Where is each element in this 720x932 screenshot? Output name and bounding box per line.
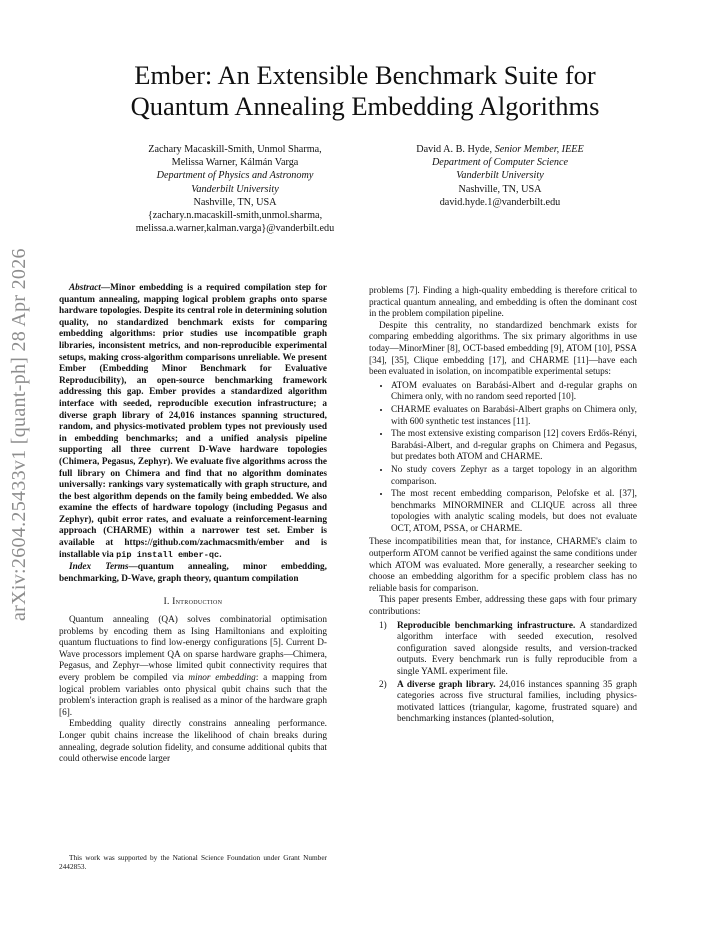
index-terms (59, 562, 327, 585)
author-names: Melissa Warner, Kálmán Varga (171, 157, 299, 169)
author-university: Vanderbilt University (456, 170, 544, 182)
intro-text: : a mapping from logical problem variables onto physical qubit chains such that the problem's interaction graph is realised as a minor of the hardware graph [6]. (59, 673, 327, 718)
bullet-item: • No study covers Zephyr as a target topology in an algorithm comparison. (391, 465, 637, 488)
abstract-label: Abstract (69, 283, 101, 293)
right-column (369, 286, 637, 727)
contribution-list (369, 621, 637, 726)
author-block-right (370, 143, 630, 209)
author-name-line (370, 143, 630, 156)
author-membership: Senior Member, IEEE (494, 144, 584, 155)
item-number: 1) (379, 620, 387, 631)
author-block-left (100, 143, 370, 235)
intro-text: Quantum annealing (QA) solves combinatorial optimisation problems by encoding them as Ising Hamiltonians and exploiting quantum fluctuations to find low-energy configurations [5]. Current D-Wave processors implement QA on sparse hardware graphs—Chimera, Pegasus, and Zephyr—whose limited qubit connectivity requires that every problem be compiled via (59, 615, 327, 683)
arxiv-identifier: arXiv:2604.25433v1 [quant-ph] 28 Apr 2026 (8, 248, 30, 621)
bullet-item: • ATOM evaluates on Barabási-Albert and d-regular graphs on Chimera only, with no random seed reported [10]. (391, 381, 637, 404)
bullet-item: • The most extensive existing comparison [12] covers Erdős-Rényi, Barabási-Albert, and d-regular graphs on Chimera and Pegasus, but predates both ATOM and CHARME. (391, 429, 637, 464)
author-email: david.hyde.1@vanderbilt.edu (439, 196, 561, 208)
paragraph: Despite this centrality, no standardized benchmark exists for comparing embedding algorithms. The six primary algorithms in use today—MinorMiner [8], OCT-based embedding [9], ATOM [10], PSSA [34], [35], Clique embedding [17], and CHARME [11]—have each been evaluated in isolation, on incompatible experimental setups: (369, 320, 637, 378)
author-city: Nashville, TN, USA (193, 196, 277, 208)
section-heading (59, 597, 327, 609)
contribution-text: A standardized algorithm interface with seeded execution, resolved configuration saved alongside results, and version-tracked outputs. Every benchmark run is fully reproducible from a single YAML experiment file. (397, 620, 638, 677)
abstract-text: —Minor embedding is a required compilation step for quantum annealing, mapping logical problem graphs onto sparse hardware topologies. Despite its central role in determining solution quality, no standardized benchmark exists for comparing embedding algorithms: prior studies use incompatible graph libraries, inconsistent metrics, and non-reproducible experimental setups, making cross-algorithm comparisons unreliable. We present Ember (Embedding Minor Benchmark for Evaluative Reproducibility), an open-source benchmarking framework addressing this gap. Ember provides a standardized algorithm interface with seeded, reproducible execution infrastructure; a diverse graph library of 24,016 instances spanning structured, random, and physics-motivated problem types not previously used in embedding benchmarks; and a unified analysis pipeline supporting all three current D-Wave hardware topologies (Chimera, Pegasus, Zephyr). We evaluate five algorithms across the full library on Chimera and find that no algorithm dominates universally: rankings vary systematically with graph structure, and the best algorithm depends on the family being embedded. We also examine the effects of hardware topology (including Pegasus and Zephyr), qubit error rates, and evaluate a reinforcement-learning approach (CHARME) within a narrower test set. Ember is available at https://github.com/zachmacsmith/ember and is installable via (59, 283, 327, 560)
section-number: I. (163, 597, 170, 608)
bullet-item: • CHARME evaluates on Barabási-Albert graphs on Chimera only, with 600 synthetic test instances [11]. (391, 405, 637, 428)
bullet-list (369, 381, 637, 536)
abstract (59, 283, 327, 561)
author-university: Vanderbilt University (191, 183, 279, 195)
contribution-item (379, 621, 637, 679)
paragraph: This paper presents Ember, addressing these gaps with four primary contributions: (369, 595, 637, 618)
author-name: David A. B. Hyde, (416, 144, 493, 155)
intro-emphasis: minor embedding (188, 673, 256, 683)
abstract-end: . (219, 549, 222, 560)
contribution-heading: A diverse graph library. (397, 679, 496, 690)
author-email: {zachary.n.macaskill-smith,unmol.sharma, (147, 210, 323, 222)
item-number: 2) (379, 679, 387, 690)
left-column (59, 283, 327, 766)
contribution-text: 24,016 instances spanning 35 graph categories across five structural families, including physics-motivated lattices (triangular, kagome, frustrated square) and benchmarking instances (planted-solution, (397, 679, 638, 725)
author-city: Nashville, TN, USA (458, 183, 542, 195)
author-department: Department of Physics and Astronomy (156, 170, 314, 182)
paragraph: These incompatibilities mean that, for instance, CHARME's claim to outperform ATOM cannot be verified against the same conditions under which ATOM was evaluated. More generally, a researcher seeking to choose an embedding algorithm for a specific problem class has no reliable basis for comparison. (369, 537, 637, 594)
install-command: pip install ember-qc (116, 549, 220, 560)
index-terms-text: —quantum annealing, minor embedding, benchmarking, D-Wave, graph theory, quantum compilation (59, 562, 327, 584)
paper-title (60, 60, 670, 122)
intro-paragraph: Embedding quality directly constrains annealing performance. Longer qubit chains increase the likelihood of chain breaks during annealing, degrade solution fidelity, and consume additional qubits that could otherwise encode larger (59, 719, 327, 765)
author-email: melissa.a.warner,kalman.varga}@vanderbilt.edu (135, 223, 335, 235)
contribution-heading: Reproducible benchmarking infrastructure. (397, 620, 576, 631)
author-department: Department of Computer Science (431, 157, 569, 169)
title-line: Ember: An Extensible Benchmark Suite for (134, 60, 596, 90)
section-title: Introduction (172, 597, 223, 608)
paragraph: problems [7]. Finding a high-quality embedding is therefore critical to practical quantum annealing, and embedding is often the dominant cost in the problem compilation pipeline. (369, 286, 637, 320)
contribution-item (379, 680, 637, 726)
footnote: This work was supported by the National Science Foundation under Grant Number 2442853. (59, 853, 327, 871)
intro-paragraph (59, 615, 327, 719)
author-names: Zachary Macaskill-Smith, Unmol Sharma, (148, 144, 322, 155)
bullet-item: • The most recent embedding comparison, Pelofske et al. [37], benchmarks MINORMINER and CLIQUE across all three topologies with analytic scaling models, but does not evaluate OCT, ATOM, PSSA, or CHARME. (391, 489, 637, 535)
index-terms-label: Index Terms (69, 562, 129, 573)
title-line: Quantum Annealing Embedding Algorithms (130, 91, 600, 121)
